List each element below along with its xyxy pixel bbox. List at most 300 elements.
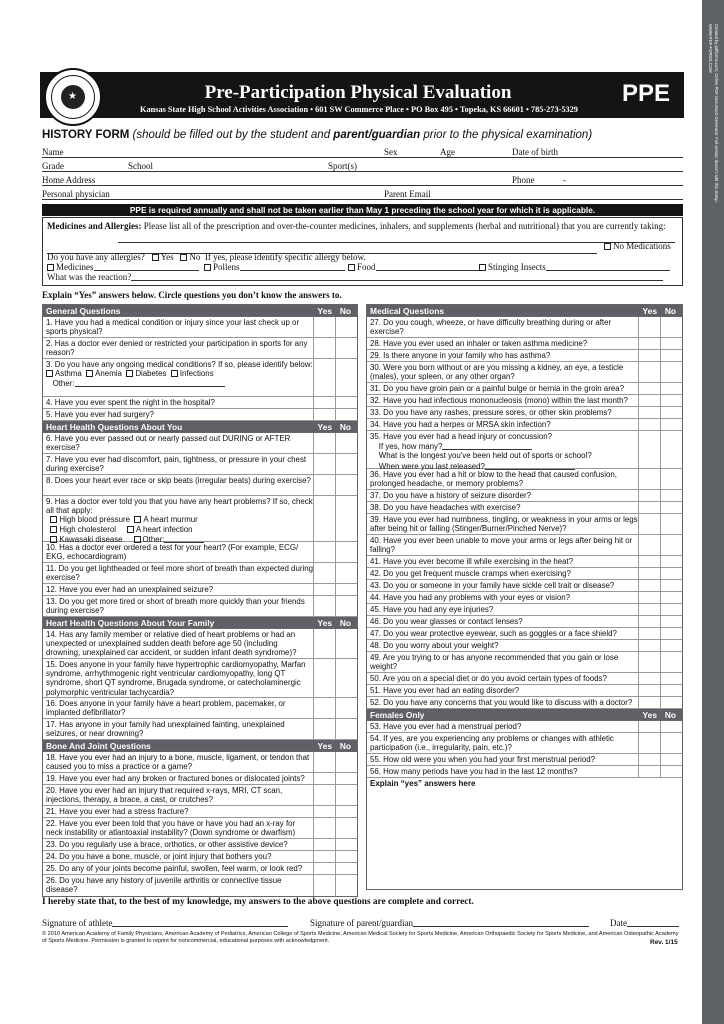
reaction-label: What was the reaction? [47, 272, 132, 282]
no-cell[interactable] [660, 490, 682, 501]
yes-cell[interactable] [638, 490, 660, 501]
question-text: 39. Have you ever had numbness, tingling, or weakness in your arms or legs after being hit or falling (Stinger/Burner/Pinched Nerve)? [370, 515, 638, 534]
allergy-pollens-line[interactable] [240, 262, 345, 271]
no-cell[interactable] [660, 556, 682, 567]
yes-cell[interactable] [638, 469, 660, 489]
no-cell[interactable] [335, 629, 357, 658]
yes-cell[interactable] [638, 431, 660, 468]
how-many-field[interactable] [442, 441, 532, 450]
no-cell[interactable] [660, 628, 682, 639]
allergy-stinging[interactable] [479, 262, 670, 272]
form-title: Pre-Participation Physical Evaluation [204, 82, 512, 103]
question-row-11 [43, 563, 357, 584]
no-col-label: No [339, 618, 351, 628]
checkbox-icon[interactable] [604, 243, 611, 250]
allergy-medicines-label: Medicines [56, 262, 94, 272]
yes-cell[interactable] [638, 350, 660, 361]
yes-cell[interactable] [313, 409, 335, 420]
question-row-45 [367, 604, 682, 616]
option-high-bp: High blood pressure [59, 515, 131, 525]
sex-label: Sex [384, 147, 398, 157]
question-text: 8. Does your heart ever race or skip beats (irregular beats) during exercise? [46, 476, 311, 485]
question-row-1 [43, 317, 357, 338]
yes-cell[interactable] [638, 721, 660, 732]
yes-cell[interactable] [638, 580, 660, 591]
yes-cell[interactable] [313, 454, 335, 474]
question-text: 35. Have you ever had a head injury or concussion? [370, 432, 553, 441]
question-row-48 [367, 640, 682, 652]
question-text: 3. Do you have any ongoing medical conditions? If so, please identify below: [46, 360, 313, 369]
medicines-label: Medicines and Allergies: [47, 221, 142, 231]
reaction-field[interactable] [131, 272, 663, 281]
parent-signature [310, 918, 589, 928]
no-medications-option[interactable] [604, 241, 671, 251]
yes-cell[interactable] [638, 535, 660, 555]
date-field[interactable] [627, 918, 679, 927]
name-field[interactable] [76, 145, 376, 158]
history-form-heading [42, 129, 592, 141]
yes-cell[interactable] [313, 475, 335, 495]
question-text: 47. Do you wear protective eyewear, such as goggles or a face shield? [370, 629, 617, 638]
yes-cell[interactable] [313, 496, 335, 541]
question-text: 29. Is there anyone in your family who has asthma? [370, 351, 551, 360]
dob-label: Date of birth [512, 147, 558, 157]
no-cell[interactable] [335, 563, 357, 583]
question-row-35 [367, 431, 682, 469]
question-text: 41. Have you ever become ill while exercising in the heat? [370, 557, 574, 566]
yes-cell[interactable] [638, 419, 660, 430]
question-row-30 [367, 362, 682, 383]
option-other: Other: [142, 534, 165, 544]
question-text: 48. Do you worry about your weight? [370, 641, 499, 650]
question-row-33 [367, 407, 682, 419]
checkbox-icon[interactable] [50, 516, 57, 523]
question-row-8 [43, 475, 357, 496]
question-row-50 [367, 673, 682, 685]
yes-cell[interactable] [313, 338, 335, 358]
question-row-29 [367, 350, 682, 362]
no-cell[interactable] [660, 697, 682, 708]
question-row-26 [43, 875, 357, 896]
yes-cell[interactable] [313, 719, 335, 739]
question-text: 33. Do you have any rashes, pressure sores, or other skin problems? [370, 408, 612, 417]
question-row-25 [43, 863, 357, 875]
yes-cell[interactable] [638, 395, 660, 406]
yes-cell[interactable] [638, 754, 660, 765]
question-row-34 [367, 419, 682, 431]
no-cell[interactable] [335, 542, 357, 562]
no-cell[interactable] [660, 431, 682, 468]
parent-signature-label: Signature of parent/guardian [310, 918, 413, 928]
no-cell[interactable] [335, 659, 357, 697]
other-field[interactable] [75, 378, 225, 387]
question-text: 44. Have you had any problems with your eyes or vision? [370, 593, 571, 602]
yes-cell[interactable] [638, 685, 660, 696]
no-cell[interactable] [335, 875, 357, 896]
question-row-56 [367, 766, 682, 778]
no-cell[interactable] [660, 407, 682, 418]
question-row-43 [367, 580, 682, 592]
question-row-41 [367, 556, 682, 568]
question-row-32 [367, 395, 682, 407]
yes-cell[interactable] [638, 673, 660, 684]
no-cell[interactable] [660, 616, 682, 627]
checkbox-icon[interactable] [171, 370, 178, 377]
question-text: 40. Have you ever been unable to move your arms or legs after being hit or falling? [370, 536, 633, 555]
yes-cell[interactable] [313, 563, 335, 583]
parent-email-label: Parent Email [384, 189, 431, 199]
yes-cell[interactable] [638, 697, 660, 708]
grade-label: Grade [42, 161, 64, 171]
question-row-12 [43, 584, 357, 596]
yes-cell[interactable] [638, 383, 660, 394]
no-cell[interactable] [660, 350, 682, 361]
question-text: 22. Have you ever been told that you have or have you had an x-ray for neck instability or atlantoaxial instability? (Down syndrome or dwarfism) [46, 819, 296, 838]
question-row-28 [367, 338, 682, 350]
yes-cell[interactable] [313, 851, 335, 862]
school-label: School [128, 161, 154, 171]
no-cell[interactable] [660, 766, 682, 777]
no-cell[interactable] [335, 409, 357, 420]
yes-cell[interactable] [313, 542, 335, 562]
yes-cell[interactable] [313, 433, 335, 453]
no-cell[interactable] [660, 592, 682, 603]
checkbox-icon[interactable] [86, 370, 93, 377]
question-text: 6. Have you ever passed out or nearly passed out DURING or AFTER exercise? [46, 434, 291, 453]
no-cell[interactable] [660, 604, 682, 615]
question-text: 9. Has a doctor ever told you that you have any heart problems? If so, check all that apply: [46, 497, 313, 516]
no-cell[interactable] [335, 496, 357, 541]
yes-cell[interactable] [313, 875, 335, 896]
yes-cell[interactable] [313, 785, 335, 805]
allergy-medicines-line[interactable] [94, 262, 199, 271]
question-row-18 [43, 752, 357, 773]
question-text: 10. Has a doctor ever ordered a test for your heart? (For example, ECG/ EKG, echocardiogram) [46, 543, 299, 562]
question-text: 26. Do you have any history of juvenile arthritis or connective tissue disease? [46, 876, 282, 895]
question-text: 25. Do any of your joints become painful, swollen, feel warm, or look red? [46, 864, 303, 873]
no-cell[interactable] [660, 652, 682, 672]
allergy-food-label: Food [357, 262, 376, 272]
yes-cell[interactable] [313, 397, 335, 408]
question-text: 36. Have you ever had a hit or blow to the head that caused confusion, prolonged headache, or memory problems? [370, 470, 617, 489]
question-row-31 [367, 383, 682, 395]
question-row-24 [43, 851, 357, 863]
no-cell[interactable] [660, 317, 682, 337]
question-text: 28. Have you ever used an inhaler or taken asthma medicine? [370, 339, 588, 348]
question-text: 11. Do you get lightheaded or feel more short of breath than expected during exercise? [46, 564, 313, 583]
q35-longest: What is the longest you've been held out of sports or school? [378, 451, 592, 461]
checkbox-icon[interactable] [50, 526, 57, 533]
name-label: Name [42, 147, 64, 157]
allergies-question [47, 252, 366, 262]
reaction-row [47, 272, 663, 282]
no-cell[interactable] [335, 338, 357, 358]
yes-cell[interactable] [313, 752, 335, 772]
yes-col-label: Yes [317, 618, 332, 628]
date-field-row [610, 918, 679, 928]
question-text: 30. Were you born without or are you missing a kidney, an eye, a testicle (males), your spleen, or any other organ? [370, 363, 624, 382]
question-row-54 [367, 733, 682, 754]
no-cell[interactable] [660, 395, 682, 406]
checkbox-icon[interactable] [46, 370, 53, 377]
females-header-label: Females Only [370, 710, 425, 720]
question-row-49 [367, 652, 682, 673]
yes-cell[interactable] [313, 806, 335, 817]
yes-cell[interactable] [313, 659, 335, 697]
question-text: 34. Have you had a herpes or MRSA skin infection? [370, 420, 551, 429]
yes-cell[interactable] [638, 502, 660, 513]
yes-cell[interactable] [313, 359, 335, 396]
yes-cell[interactable] [638, 514, 660, 534]
question-row-23 [43, 839, 357, 851]
yes-cell[interactable] [638, 407, 660, 418]
allergy-no-label: No [189, 252, 201, 262]
checkbox-icon[interactable] [204, 264, 211, 271]
yes-cell[interactable] [313, 584, 335, 595]
no-cell[interactable] [335, 851, 357, 862]
no-cell[interactable] [660, 502, 682, 513]
explain-yes-label: Explain “yes” answers here [370, 779, 476, 788]
question-row-42 [367, 568, 682, 580]
bone-header-label: Bone And Joint Questions [46, 741, 151, 751]
checkbox-icon[interactable] [134, 516, 141, 523]
no-cell[interactable] [335, 818, 357, 838]
history-title: HISTORY FORM [42, 129, 130, 141]
question-text: 31. Do you have groin pain or a painful bulge or hernia in the groin area? [370, 384, 624, 393]
side-stamp-url: WWW.PDF-FORMS.COM [708, 24, 713, 73]
question-9-block [46, 497, 313, 544]
no-cell[interactable] [660, 673, 682, 684]
no-cell[interactable] [660, 419, 682, 430]
question-text: 17. Has anyone in your family had unexplained fainting, unexplained seizures, or near drowning? [46, 720, 285, 739]
allergy-yes-label: Yes [160, 252, 174, 262]
question-row-40 [367, 535, 682, 556]
no-cell[interactable] [335, 475, 357, 495]
no-cell[interactable] [660, 568, 682, 579]
question-row-21 [43, 806, 357, 818]
allergy-pollens-label: Pollens [213, 262, 240, 272]
allergy-food[interactable] [348, 262, 481, 272]
question-row-53 [367, 721, 682, 733]
no-cell[interactable] [335, 596, 357, 616]
question-row-46 [367, 616, 682, 628]
question-text: 38. Do you have headaches with exercise? [370, 503, 521, 512]
no-cell[interactable] [660, 685, 682, 696]
general-header-label: General Questions [46, 306, 121, 316]
yes-col-label: Yes [317, 306, 332, 316]
yes-cell[interactable] [313, 698, 335, 718]
family-header-label: Heart Health Questions About Your Family [46, 618, 215, 628]
yes-cell[interactable] [313, 596, 335, 616]
left-question-table [42, 304, 358, 897]
age-label: Age [440, 147, 455, 157]
allergy-food-line[interactable] [376, 262, 481, 271]
yes-cell[interactable] [313, 317, 335, 337]
no-cell[interactable] [660, 383, 682, 394]
allergy-yes-checkbox[interactable] [152, 254, 159, 261]
question-row-27 [367, 317, 682, 338]
yes-cell[interactable] [638, 568, 660, 579]
question-row-7 [43, 454, 357, 475]
history-subtitle-c: prior to the physical examination) [420, 129, 593, 141]
no-cell[interactable] [660, 580, 682, 591]
yes-cell[interactable] [313, 773, 335, 784]
no-col-label: No [339, 741, 351, 751]
question-text: 54. If yes, are you experiencing any problems or changes with athletic participation (i.e., irregularity, pain, etc.)? [370, 734, 614, 753]
question-text: 12. Have you ever had an unexplained seizure? [46, 585, 214, 594]
ppe-badge: PPE [622, 80, 671, 107]
physician-label: Personal physician [42, 189, 110, 199]
history-subtitle-b: parent/guardian [333, 129, 421, 141]
question-text: 15. Does anyone in your family have hypertrophic cardiomyopathy, Marfan syndrome, arrhythmogenic right ventricular cardiomyopathy, long QT syndrome, short QT syndrome, Brugada syndrome, or catecholaminergic polymorphic ventricular tachycardia? [46, 660, 306, 697]
question-row-16 [43, 698, 357, 719]
checkbox-icon[interactable] [47, 264, 54, 271]
no-cell[interactable] [660, 535, 682, 555]
question-text: 27. Do you cough, wheeze, or have difficulty breathing during or after exercise? [370, 318, 612, 337]
side-stamp-text: Created by pdfforms.com; Online PDF Document Generator. Full version doesn't add this stamp. [714, 24, 719, 203]
option-heart-infection: A heart infection [135, 524, 193, 534]
question-row-39 [367, 514, 682, 535]
no-cell[interactable] [660, 338, 682, 349]
no-cell[interactable] [660, 514, 682, 534]
certification-statement: I hereby state that, to the best of my knowledge, my answers to the above questions are complete and correct. [42, 897, 474, 907]
allergy-no-checkbox[interactable] [180, 254, 187, 261]
question-text: 14. Has any family member or relative died of heart problems or had an unexpected or unexplained sudden death before age 50 (including drowning, unexplained car accident, or sudden infant death syndrome)? [46, 630, 297, 658]
yes-col-label: Yes [317, 422, 332, 432]
yes-cell[interactable] [638, 733, 660, 753]
question-row-13 [43, 596, 357, 617]
allergies-tail: If yes, please identify specific allergy below. [204, 252, 366, 262]
yes-cell[interactable] [313, 839, 335, 850]
yes-cell[interactable] [638, 766, 660, 777]
bone-questions-header [43, 740, 357, 752]
no-cell[interactable] [335, 839, 357, 850]
yes-cell[interactable] [313, 818, 335, 838]
no-col-label: No [339, 422, 351, 432]
question-text: 1. Have you had a medical condition or injury since your last check up or sports physical? [46, 318, 300, 337]
females-only-header [367, 709, 682, 721]
question-row-6 [43, 433, 357, 454]
no-cell[interactable] [335, 773, 357, 784]
question-row-37 [367, 490, 682, 502]
athlete-signature-label: Signature of athlete [42, 918, 113, 928]
question-row-3 [43, 359, 357, 397]
no-cell[interactable] [660, 640, 682, 651]
no-cell[interactable] [335, 359, 357, 396]
question-text: 5. Have you ever had surgery? [46, 410, 154, 419]
question-row-15 [43, 659, 357, 698]
question-text: 49. Are you trying to or has anyone recommended that you gain or lose weight? [370, 653, 619, 672]
question-text: 52. Do you have any concerns that you would like to discuss with a doctor? [370, 698, 633, 707]
allergies-q-label: Do you have any allergies? [47, 252, 145, 262]
question-text: 2. Has a doctor ever denied or restricted your participation in sports for any reason? [46, 339, 308, 358]
question-row-2 [43, 338, 357, 359]
no-cell[interactable] [335, 317, 357, 337]
side-stamp [705, 24, 721, 304]
heart-header-label: Heart Health Questions About You [46, 422, 183, 432]
checkbox-icon[interactable] [126, 370, 133, 377]
no-col-label: No [664, 710, 676, 720]
family-questions-header [43, 617, 357, 629]
yes-cell[interactable] [638, 640, 660, 651]
option-other: Other: [52, 379, 75, 389]
option-anemia: Anemia [95, 369, 122, 379]
no-cell[interactable] [335, 719, 357, 739]
question-text: 37. Do you have a history of seizure disorder? [370, 491, 531, 500]
yes-cell[interactable] [638, 362, 660, 382]
yes-col-label: Yes [642, 306, 657, 316]
question-text: 24. Do you have a bone, muscle, or joint injury that bothers you? [46, 852, 272, 861]
question-text: 32. Have you had infectious mononucleosis (mono) within the last month? [370, 396, 628, 405]
yes-cell[interactable] [638, 317, 660, 337]
history-subtitle-a: (should be filled out by the student and [132, 129, 334, 141]
checkbox-icon[interactable] [348, 264, 355, 271]
question-text: 55. How old were you when you had your first menstrual period? [370, 755, 596, 764]
athlete-signature-field[interactable] [112, 918, 288, 927]
yes-cell[interactable] [313, 629, 335, 658]
no-cell[interactable] [335, 785, 357, 805]
revision-label: Rev. 1/15 [650, 939, 678, 946]
no-cell[interactable] [335, 806, 357, 817]
no-cell[interactable] [335, 863, 357, 874]
checkbox-icon[interactable] [127, 526, 134, 533]
no-cell[interactable] [335, 433, 357, 453]
question-text: 4. Have you ever spent the night in the hospital? [46, 398, 215, 407]
question-row-22 [43, 818, 357, 839]
option-asthma: Asthma [55, 369, 82, 379]
yes-cell[interactable] [638, 338, 660, 349]
yes-cell[interactable] [638, 628, 660, 639]
yes-cell[interactable] [638, 592, 660, 603]
question-text: 7. Have you ever had discomfort, pain, tightness, or pressure in your chest during exercise? [46, 455, 307, 474]
no-cell[interactable] [660, 469, 682, 489]
question-text: 16. Does anyone in your family have a heart problem, pacemaker, or implanted defibrillator? [46, 699, 286, 718]
question-row-10 [43, 542, 357, 563]
question-row-17 [43, 719, 357, 740]
yes-col-label: Yes [317, 741, 332, 751]
q35-released: When were you last released? [378, 461, 485, 471]
no-cell[interactable] [660, 362, 682, 382]
no-cell[interactable] [660, 721, 682, 732]
yes-cell[interactable] [313, 863, 335, 874]
parent-signature-field[interactable] [413, 918, 589, 927]
allergy-stinging-line[interactable] [546, 262, 670, 271]
no-cell[interactable] [335, 752, 357, 772]
question-row-55 [367, 754, 682, 766]
yes-cell[interactable] [638, 616, 660, 627]
checkbox-icon[interactable] [479, 264, 486, 271]
no-cell[interactable] [335, 698, 357, 718]
explain-yes-area[interactable] [367, 778, 682, 888]
medicines-text: Please list all of the prescription and over-the-counter medicines, inhalers, and supplements (herbal and nutritional) that you are currently taking: [143, 221, 666, 231]
no-cell[interactable] [335, 454, 357, 474]
yes-cell[interactable] [638, 652, 660, 672]
question-text: 21. Have you ever had a stress fracture? [46, 807, 189, 816]
yes-cell[interactable] [638, 604, 660, 615]
question-row-47 [367, 628, 682, 640]
yes-col-label: Yes [642, 710, 657, 720]
allergy-pollens[interactable] [204, 262, 345, 272]
no-cell[interactable] [660, 733, 682, 753]
no-cell[interactable] [660, 754, 682, 765]
question-text: 50. Are you on a special diet or do you avoid certain types of foods? [370, 674, 607, 683]
allergy-medicines[interactable] [47, 262, 199, 272]
yes-cell[interactable] [638, 556, 660, 567]
no-cell[interactable] [335, 584, 357, 595]
question-35-block [370, 432, 638, 471]
question-row-5 [43, 409, 357, 421]
no-cell[interactable] [335, 397, 357, 408]
